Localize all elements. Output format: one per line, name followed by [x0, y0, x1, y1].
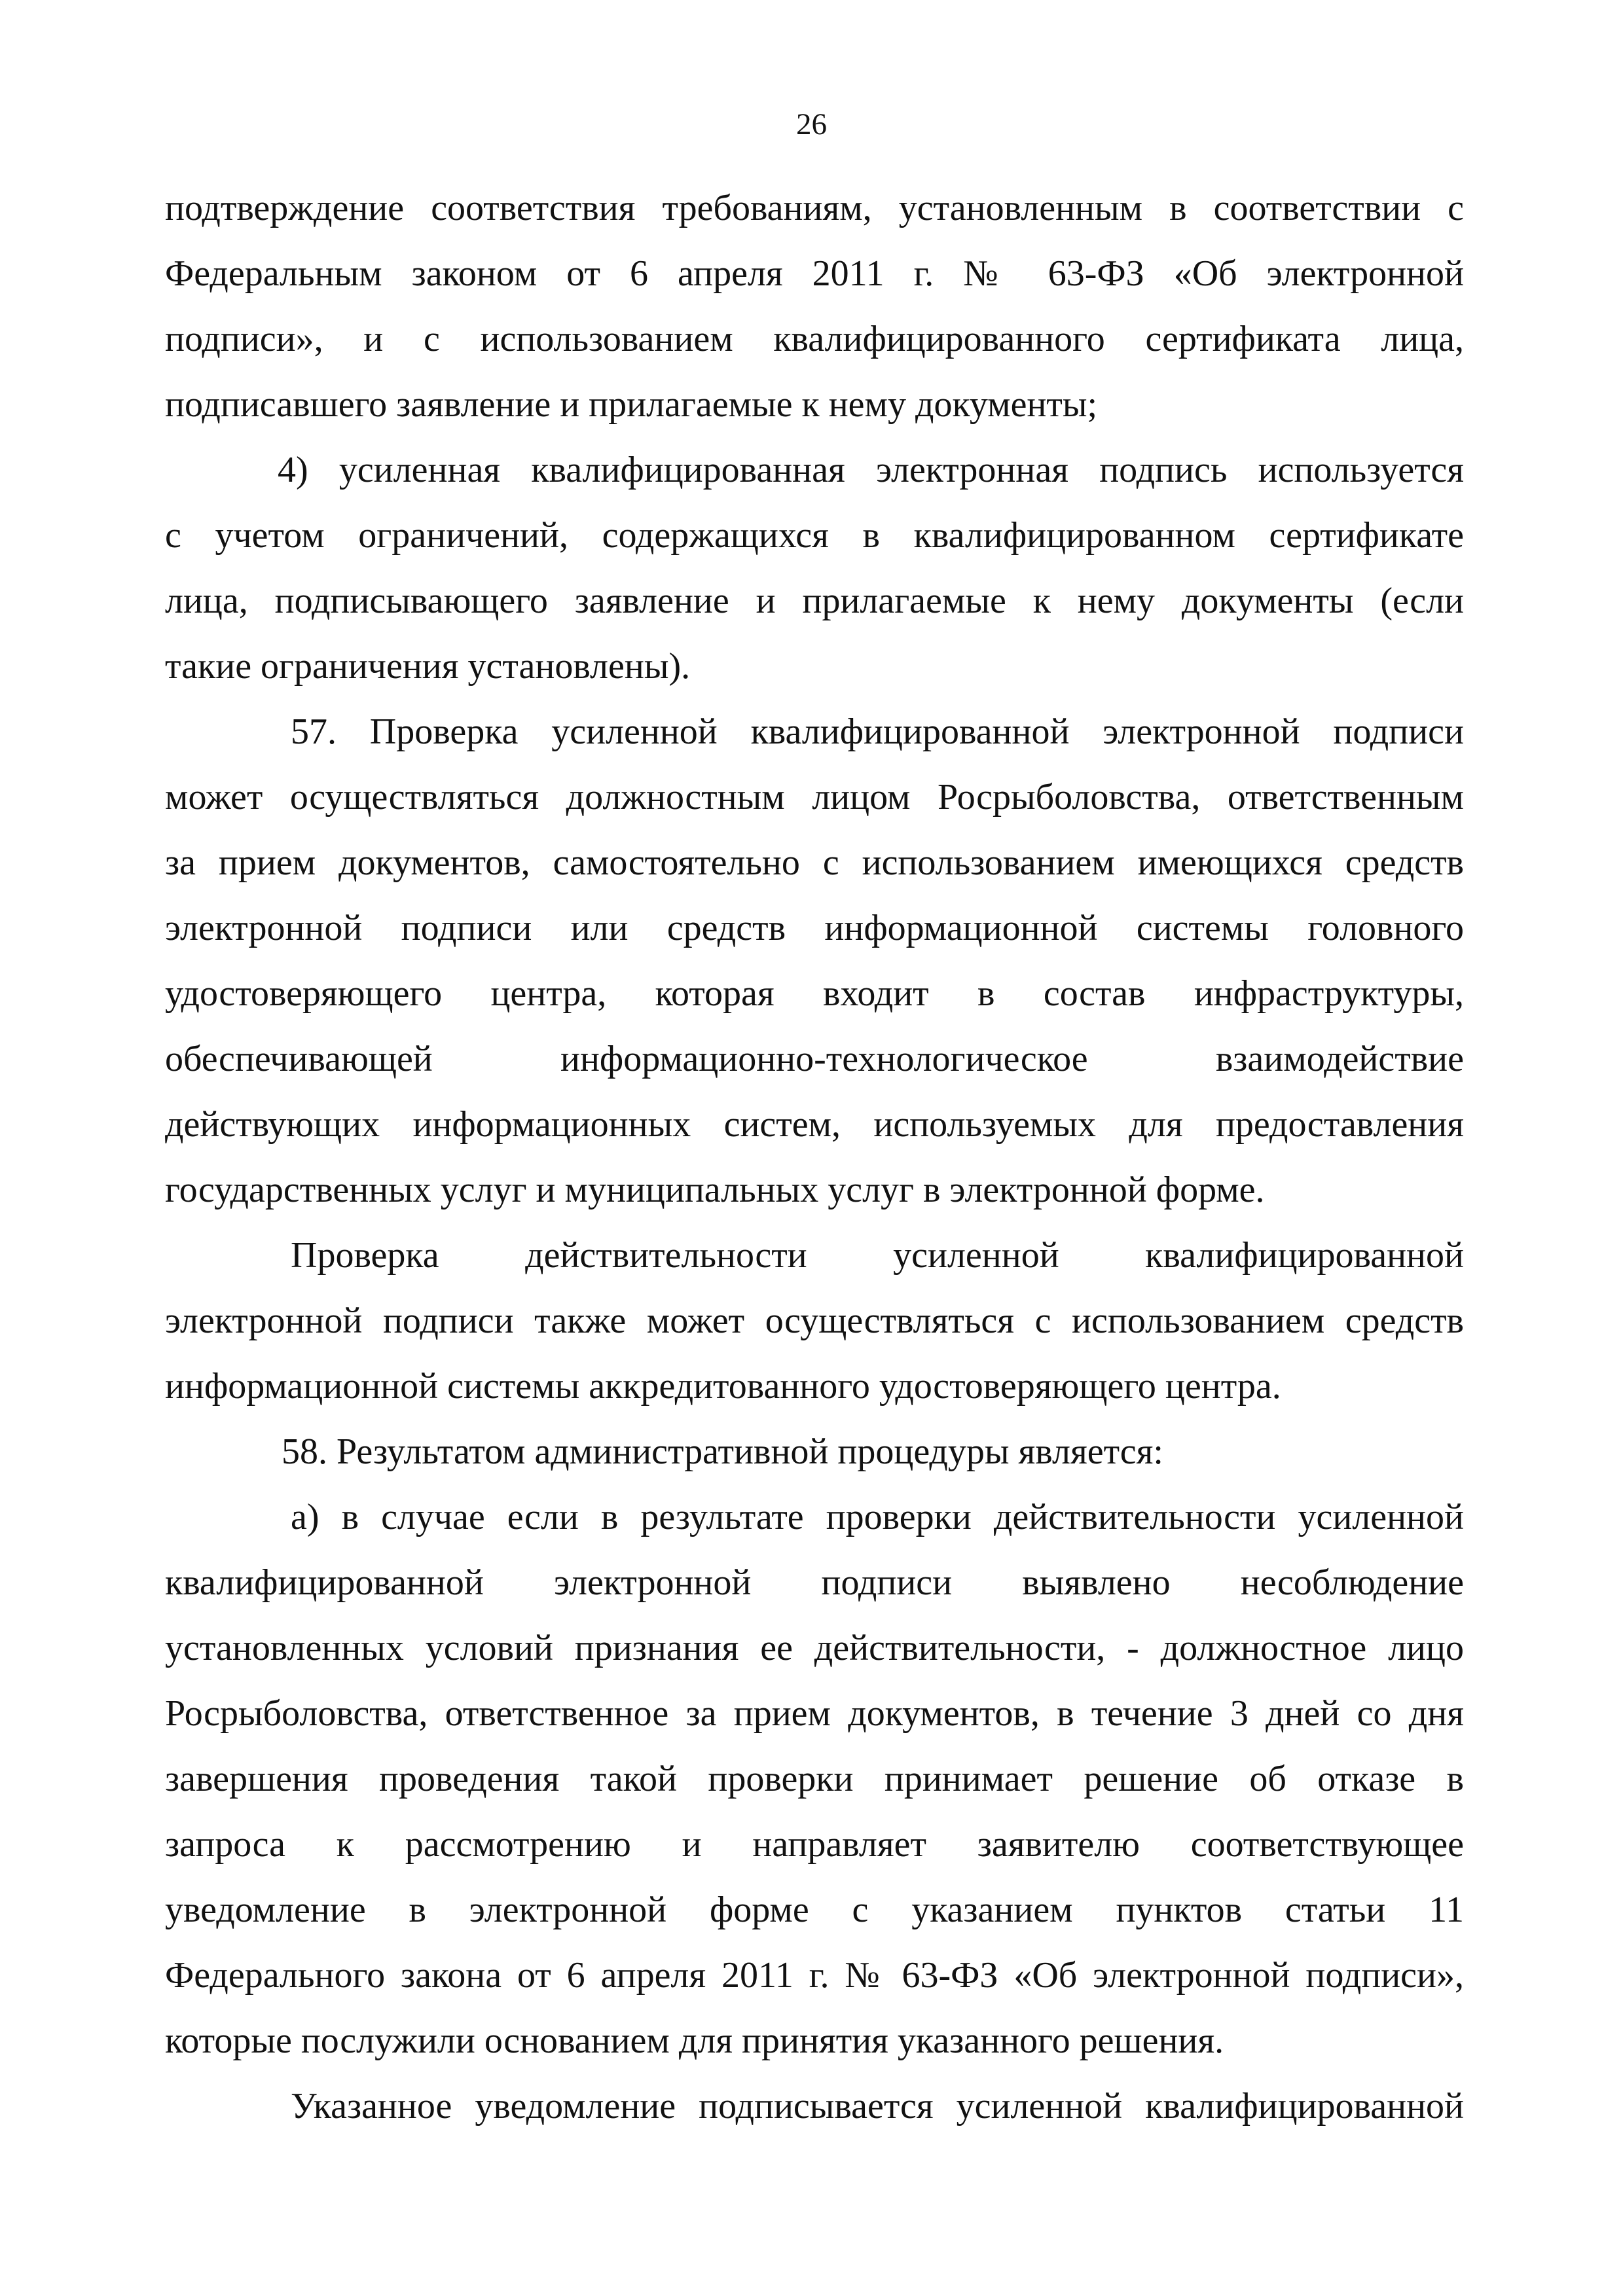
text-line: такие ограничения установлены).: [165, 646, 691, 687]
text-line: информационной системы аккредитованного удостоверяющего центра.: [165, 1366, 1281, 1407]
paragraph-line: Проверка действительности усиленной квалифицированной: [291, 1235, 1464, 1276]
subitem-a-line: а) в случае если в результате проверки действительности усиленной: [291, 1497, 1464, 1537]
text-line: за прием документов, самостоятельно с использованием имеющихся средств: [165, 842, 1464, 883]
paragraph-58-line: 58. Результатом административной процедуры является:: [282, 1431, 1163, 1472]
text-line: подписавшего заявление и прилагаемые к нему документы;: [165, 384, 1098, 425]
text-line: электронной подписи или средств информационной системы головного: [165, 908, 1464, 948]
text-line: лица, подписывающего заявление и прилагаемые к нему документы (если: [165, 581, 1464, 621]
text-line: завершения проведения такой проверки принимает решение об отказе в: [165, 1759, 1464, 1799]
text-line: квалифицированной электронной подписи выявлено несоблюдение: [165, 1562, 1464, 1603]
text-line: Федерального закона от 6 апреля 2011 г. № 63-ФЗ «Об электронной подписи»,: [165, 1955, 1464, 1996]
text-line: электронной подписи также может осуществляться с использованием средств: [165, 1300, 1464, 1341]
paragraph-57-line: 57. Проверка усиленной квалифицированной электронной подписи: [291, 711, 1464, 752]
list-item-4-line: 4) усиленная квалифицированная электронная подпись используется: [278, 450, 1464, 490]
text-line: подтверждение соответствия требованиям, установленным в соответствии с: [165, 188, 1464, 228]
text-line: может осуществляться должностным лицом Росрыболовства, ответственным: [165, 777, 1464, 817]
text-line: установленных условий признания ее действительности, - должностное лицо: [165, 1628, 1464, 1668]
text-line: с учетом ограничений, содержащихся в квалифицированном сертификате: [165, 515, 1464, 556]
text-line: удостоверяющего центра, которая входит в состав инфраструктуры,: [165, 973, 1464, 1014]
text-line: государственных услуг и муниципальных услуг в электронной форме.: [165, 1170, 1265, 1210]
page-number: 26: [796, 107, 827, 141]
text-line: уведомление в электронной форме с указанием пунктов статьи 11: [165, 1890, 1464, 1930]
text-line: действующих информационных систем, используемых для предоставления: [165, 1104, 1464, 1145]
text-line: обеспечивающей информационно-технологическое взаимодействие: [165, 1039, 1464, 1079]
text-line: подписи», и с использованием квалифицированного сертификата лица,: [165, 319, 1464, 359]
text-line: Федеральным законом от 6 апреля 2011 г. № 63-ФЗ «Об электронной: [165, 253, 1464, 294]
paragraph-line: Указанное уведомление подписывается усиленной квалифицированной: [291, 2086, 1464, 2126]
text-line: которые послужили основанием для принятия указанного решения.: [165, 2020, 1224, 2061]
document-body: [165, 175, 1464, 2139]
text-line: запроса к рассмотрению и направляет заявителю соответствующее: [165, 1824, 1464, 1865]
text-line: Росрыболовства, ответственное за прием документов, в течение 3 дней со дня: [165, 1693, 1464, 1734]
